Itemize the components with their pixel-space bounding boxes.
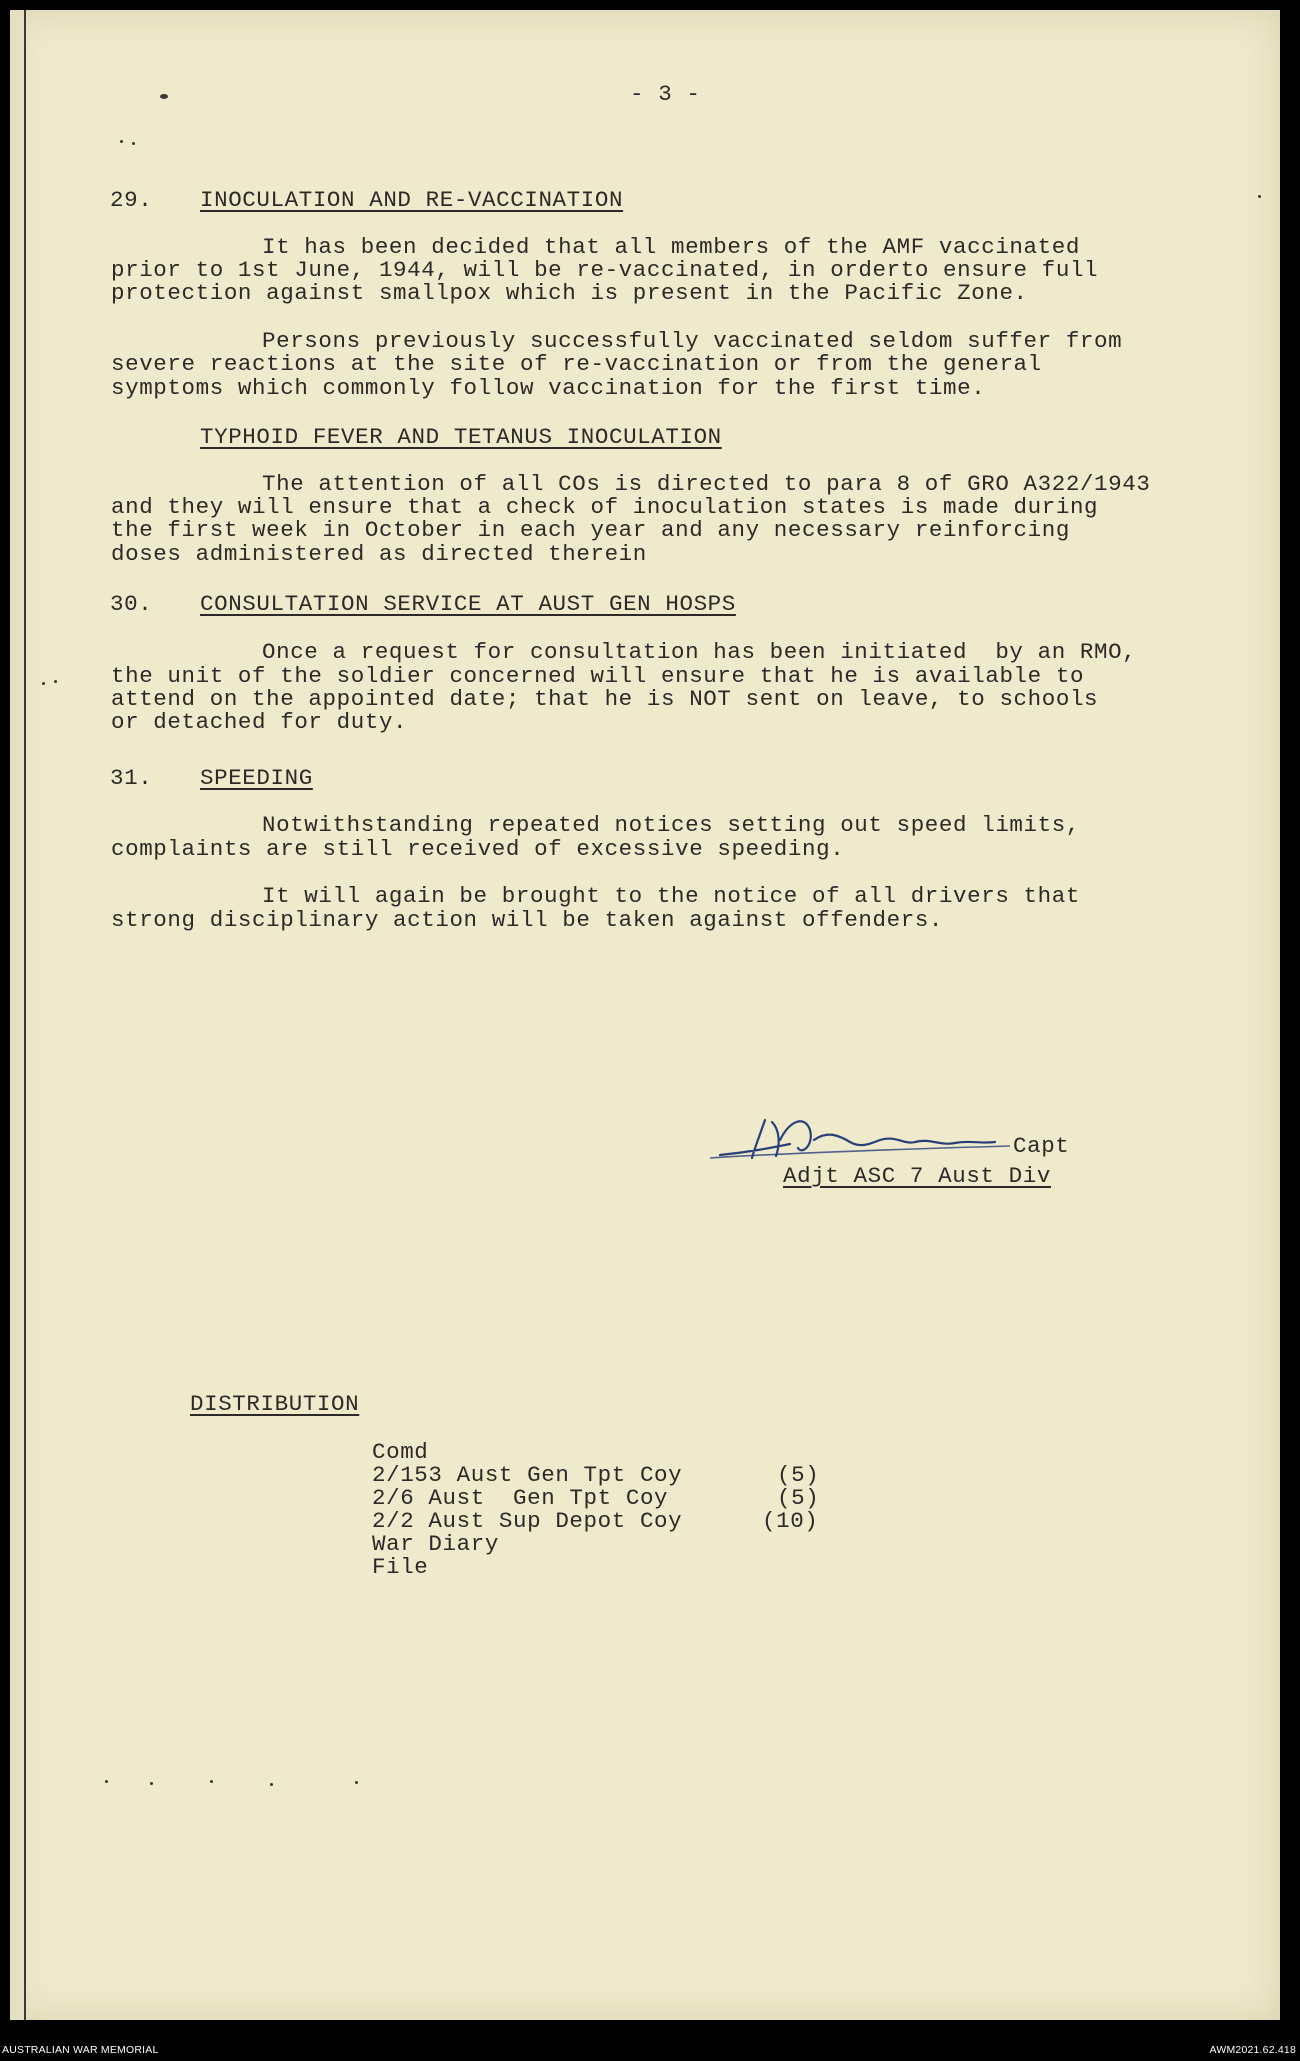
- distribution-item-name: War Diary: [372, 1531, 499, 1557]
- signature-appointment: Adjt ASC 7 Aust Div: [783, 1163, 1051, 1189]
- handwritten-signature: [710, 1100, 1030, 1170]
- s31-para2-line2: strong disciplinary action will be taken against offenders.: [111, 907, 944, 933]
- s30-para1-line1: Once a request for consultation has been initiated by an RMO,: [262, 639, 1137, 665]
- ink-speck: [160, 94, 168, 99]
- signature-rank: Capt: [1013, 1133, 1070, 1159]
- s29-para3-line1: The attention of all COs is directed to para 8 of GRO A322/1943: [262, 471, 1151, 497]
- ink-speck: [54, 680, 57, 683]
- distribution-item-qty: (5): [777, 1462, 820, 1488]
- s29-para2-line1: Persons previously successfully vaccinated seldom suffer from: [262, 328, 1123, 354]
- ink-speck: [120, 140, 123, 143]
- s29-para2-line2: severe reactions at the site of re-vaccination or from the general: [111, 351, 1042, 377]
- s31-para2-line1: It will again be brought to the notice of all drivers that: [262, 883, 1080, 909]
- s30-para1-line3: attend on the appointed date; that he is NOT sent on leave, to schools: [111, 686, 1099, 712]
- page-number: - 3 -: [630, 81, 701, 107]
- ink-speck: [210, 1780, 213, 1783]
- footer-left: AUSTRALIAN WAR MEMORIAL: [2, 2044, 159, 2056]
- ink-speck: [270, 1783, 273, 1786]
- ink-speck: [42, 682, 45, 685]
- ink-speck: [355, 1781, 358, 1784]
- distribution-item-qty: (5): [777, 1485, 820, 1511]
- distribution-item-name: 2/2 Aust Sup Depot Coy: [372, 1508, 683, 1534]
- ink-speck: [105, 1780, 108, 1783]
- ink-speck: [1258, 195, 1261, 198]
- distribution-item-name: File: [372, 1554, 429, 1580]
- s29-para2-line3: symptoms which commonly follow vaccination for the first time.: [111, 375, 986, 401]
- s31-para1-line2: complaints are still received of excessive speeding.: [111, 836, 845, 862]
- s29-para1-line2: prior to 1st June, 1944, will be re-vaccinated, in orderto ensure full: [111, 257, 1099, 283]
- distribution-heading: DISTRIBUTION: [190, 1391, 360, 1417]
- ink-speck: [132, 142, 135, 145]
- distribution-item-qty: (10): [762, 1508, 819, 1534]
- s29-para3-line2: and they will ensure that a check of inoculation states is made during: [111, 494, 1099, 520]
- s30-para1-line2: the unit of the soldier concerned will ensure that he is available to: [111, 663, 1085, 689]
- s29-para1-line3: protection against smallpox which is present in the Pacific Zone.: [111, 280, 1028, 306]
- s29-para3-line4: doses administered as directed therein: [111, 541, 647, 567]
- s29-para3-line3: the first week in October in each year and any necessary reinforcing: [111, 517, 1070, 543]
- section-29-number: 29.: [110, 187, 153, 213]
- s31-para1-line1: Notwithstanding repeated notices setting out speed limits,: [262, 812, 1080, 838]
- section-31-heading: SPEEDING: [200, 765, 313, 791]
- ink-speck: [150, 1782, 153, 1785]
- s29-para1-line1: It has been decided that all members of the AMF vaccinated: [262, 234, 1080, 260]
- page-edge: [10, 10, 26, 2020]
- section-30-heading: CONSULTATION SERVICE AT AUST GEN HOSPS: [200, 591, 736, 617]
- section-31-number: 31.: [110, 765, 153, 791]
- document-page: [10, 10, 1280, 2020]
- section-30-number: 30.: [110, 591, 153, 617]
- distribution-item-name: 2/153 Aust Gen Tpt Coy: [372, 1462, 683, 1488]
- footer-right: AWM2021.62.418: [1209, 2044, 1296, 2056]
- section-29-heading: INOCULATION AND RE-VACCINATION: [200, 187, 624, 213]
- distribution-item-name: 2/6 Aust Gen Tpt Coy: [372, 1485, 669, 1511]
- s29-subheading: TYPHOID FEVER AND TETANUS INOCULATION: [200, 424, 722, 450]
- s30-para1-line4: or detached for duty.: [111, 709, 408, 735]
- distribution-item-name: Comd: [372, 1439, 429, 1465]
